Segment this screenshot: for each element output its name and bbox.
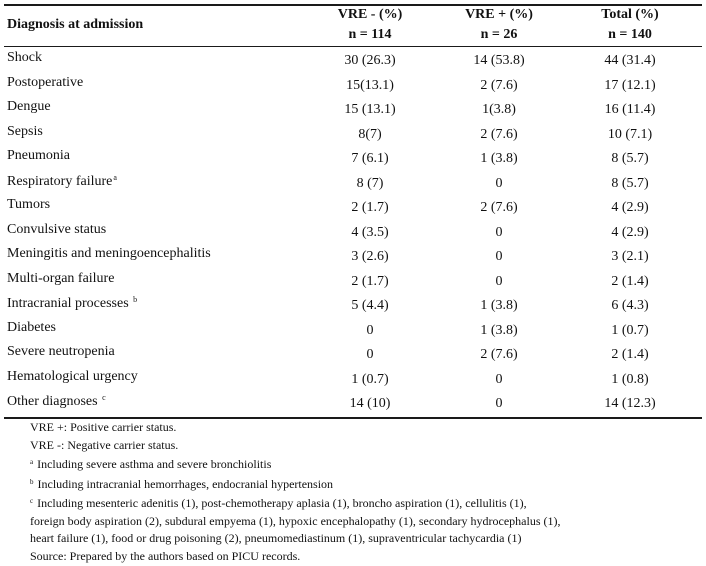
- vre-negative-cell: 0: [366, 347, 374, 362]
- diagnosis-name: Sepsis: [7, 123, 43, 139]
- table-row: [0, 292, 706, 317]
- vre-positive-cell: 0: [495, 175, 503, 191]
- diagnosis-name: Intracranial processes: [7, 296, 133, 311]
- footnote-line: [30, 474, 702, 494]
- diagnosis-name: Postoperative: [7, 74, 84, 90]
- vre-positive-cell: 1 (3.8): [480, 322, 518, 338]
- header-total-n: n = 140: [608, 27, 652, 42]
- vre-negative-cell: 30 (26.3): [344, 53, 396, 68]
- diagnosis-name: Respiratory failure: [7, 173, 113, 189]
- footnote-marker: a: [113, 172, 117, 182]
- footnote-marker: b: [133, 295, 138, 304]
- diagnosis-cell: [7, 344, 115, 360]
- table-row: [0, 268, 706, 293]
- diagnosis-cell: [7, 246, 211, 262]
- diagnosis-cell: [7, 99, 51, 115]
- vre-negative-cell: 2 (1.7): [351, 273, 389, 289]
- vre-negative-cell: 8(7): [358, 126, 382, 142]
- diagnosis-cell: [7, 320, 56, 336]
- diagnosis-cell: [7, 369, 138, 385]
- footnote-marker: c: [102, 393, 106, 402]
- diagnosis-name: Hematological urgency: [7, 368, 138, 384]
- table-row: [0, 341, 706, 366]
- total-cell: 4 (2.9): [611, 200, 649, 215]
- diagnosis-name: Pneumonia: [7, 148, 70, 163]
- table-row: [0, 145, 706, 170]
- vre-positive-cell: 2 (7.6): [480, 200, 518, 215]
- diagnosis-name: Other diagnoses: [7, 394, 102, 409]
- vre-negative-cell: 14 (10): [349, 396, 391, 411]
- diagnosis-cell: [7, 271, 114, 287]
- table-body: [0, 47, 706, 415]
- footnote-text: VRE +: Positive carrier status.: [30, 420, 177, 434]
- total-cell: 44 (31.4): [604, 53, 656, 68]
- total-cell: 1 (0.8): [611, 371, 649, 387]
- vre-negative-cell: 0: [366, 322, 374, 338]
- header-vre-negative: [315, 5, 425, 45]
- table-row: [0, 243, 706, 268]
- vre-negative-cell: 2 (1.7): [351, 200, 389, 215]
- footnote-line: [30, 530, 702, 548]
- diagnosis-name: Diabetes: [7, 319, 56, 335]
- diagnosis-name: Shock: [7, 50, 42, 65]
- diagnosis-cell: [7, 173, 117, 190]
- table-row: [0, 47, 706, 72]
- vre-positive-cell: 1 (3.8): [480, 298, 518, 313]
- table-row: [0, 390, 706, 415]
- table-row: [0, 96, 706, 121]
- diagnosis-name: Meningitis and meningoencephalitis: [7, 246, 211, 261]
- table-row: [0, 170, 706, 195]
- diagnosis-cell: [7, 50, 42, 66]
- diagnosis-name: Dengue: [7, 99, 51, 114]
- total-cell: 16 (11.4): [604, 102, 656, 117]
- footnote-line: [30, 493, 702, 513]
- footnote-line: [30, 419, 702, 437]
- header-vre-positive-n: n = 26: [480, 27, 518, 42]
- table-row: [0, 317, 706, 342]
- total-cell: 17 (12.1): [604, 77, 656, 93]
- footnote-line: [30, 454, 702, 474]
- vre-positive-cell: 2 (7.6): [480, 126, 518, 142]
- footnote-text: foreign body aspiration (2), subdural empyema (1), hypoxic encephalopathy (1), secondary hydrocephalus (1),: [30, 513, 561, 528]
- vre-positive-cell: 0: [495, 224, 503, 240]
- header-diagnosis: Diagnosis at admission: [7, 17, 144, 32]
- header-vre-negative-n: n = 114: [348, 27, 392, 42]
- vre-positive-cell: 1 (3.8): [480, 151, 518, 166]
- table-row: [0, 121, 706, 146]
- footnote-marker: a: [30, 458, 34, 466]
- footnote-line: [30, 548, 702, 566]
- diagnosis-cell: [7, 393, 106, 410]
- total-cell: 10 (7.1): [607, 126, 653, 142]
- vre-negative-cell: 7 (6.1): [351, 151, 389, 166]
- total-cell: 8 (5.7): [611, 151, 649, 166]
- vre-positive-cell: 14 (53.8): [473, 53, 525, 68]
- diagnosis-cell: [7, 197, 50, 213]
- vre-positive-cell: 0: [495, 273, 503, 289]
- total-cell: 8 (5.7): [611, 175, 649, 191]
- total-cell: 2 (1.4): [611, 347, 649, 362]
- vre-positive-cell: 2 (7.6): [480, 77, 518, 93]
- diagnosis-name: Multi-organ failure: [7, 270, 115, 286]
- footnote-line: [30, 513, 702, 531]
- vre-negative-cell: 4 (3.5): [351, 224, 389, 240]
- diagnosis-name: Tumors: [7, 197, 51, 212]
- footnote-text: Source: Prepared by the authors based on PICU records.: [30, 548, 301, 563]
- table-row: [0, 194, 706, 219]
- total-cell: 1 (0.7): [611, 322, 649, 338]
- vre-positive-cell: 0: [495, 396, 503, 411]
- total-cell: 3 (2.1): [611, 249, 649, 264]
- table-row: [0, 219, 706, 244]
- header-vre-positive-label: VRE + (%): [465, 7, 533, 22]
- vre-positive-cell: 2 (7.6): [480, 347, 518, 362]
- footnote-marker: c: [30, 497, 34, 505]
- diagnosis-cell: [7, 222, 106, 238]
- vre-negative-cell: 5 (4.4): [351, 298, 389, 313]
- diagnosis-cell: [7, 75, 83, 91]
- footnote-line: [30, 437, 702, 455]
- total-cell: 14 (12.3): [604, 396, 656, 411]
- diagnosis-cell: [7, 148, 70, 164]
- footnote-text: heart failure (1), food or drug poisoning (2), pneumomediastinum (1), supraventricular tachycardia (1): [30, 531, 522, 545]
- diagnosis-name: Convulsive status: [7, 221, 107, 237]
- diagnosis-cell: [7, 295, 137, 312]
- header-vre-positive: [444, 5, 554, 45]
- vre-negative-cell: 3 (2.6): [351, 249, 389, 264]
- vre-negative-cell: 15(13.1): [346, 77, 394, 93]
- footnote-text: VRE -: Negative carrier status.: [30, 437, 179, 452]
- diagnosis-cell: [7, 124, 43, 140]
- header-total: [575, 5, 685, 45]
- vre-negative-cell: 8 (7): [356, 175, 384, 191]
- table-row: [0, 72, 706, 97]
- table-row: [0, 366, 706, 391]
- header-total-label: Total (%): [601, 7, 659, 22]
- header-vre-negative-label: VRE - (%): [337, 7, 403, 22]
- vre-positive-cell: 1(3.8): [482, 102, 516, 117]
- vre-negative-cell: 1 (0.7): [351, 371, 389, 387]
- total-cell: 6 (4.3): [611, 298, 649, 313]
- footnote-marker: b: [30, 477, 34, 486]
- total-cell: 4 (2.9): [611, 224, 649, 240]
- footnote-text: Including severe asthma and severe bronchiolitis: [34, 457, 272, 471]
- vre-negative-cell: 15 (13.1): [344, 102, 396, 117]
- vre-positive-cell: 0: [495, 371, 503, 387]
- table-footnotes: [30, 419, 702, 565]
- vre-positive-cell: 0: [495, 249, 503, 264]
- footnote-text: Including intracranial hemorrhages, endocranial hypertension: [34, 476, 334, 491]
- total-cell: 2 (1.4): [611, 273, 649, 289]
- footnote-text: Including mesenteric adenitis (1), post-chemotherapy aplasia (1), broncho aspiration (1), cellulitis (1),: [34, 496, 527, 510]
- diagnosis-name: Severe neutropenia: [7, 344, 115, 359]
